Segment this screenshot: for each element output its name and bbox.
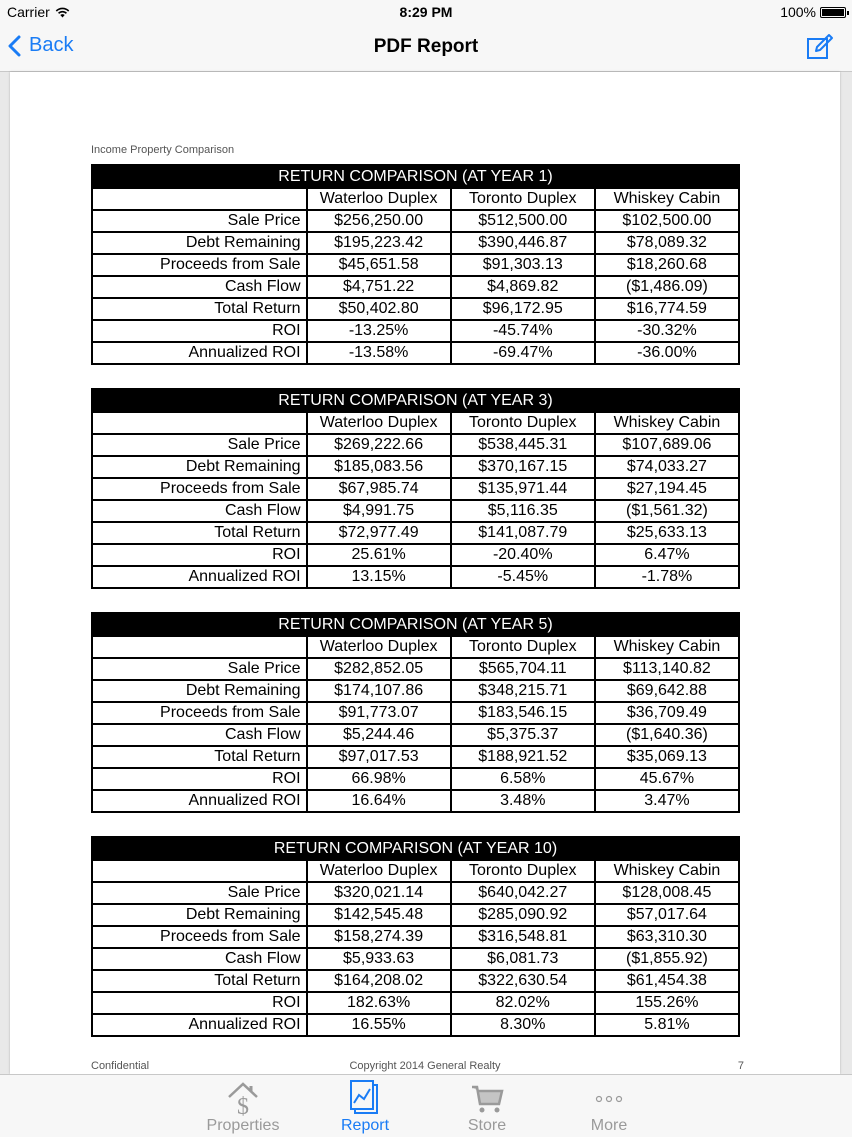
table-cell: 66.98% [307,768,451,790]
table-cell: $316,548.81 [451,926,595,948]
table-cell: $4,751.22 [307,276,451,298]
row-label: Sale Price [92,434,307,456]
row-label: Cash Flow [92,724,307,746]
tab-more[interactable] [554,1079,664,1135]
table-cell: ($1,640.36) [595,724,739,746]
table-cell: $256,250.00 [307,210,451,232]
table-title: RETURN COMPARISON (AT YEAR 1) [92,165,739,188]
table-cell: $25,633.13 [595,522,739,544]
table-cell: $35,069.13 [595,746,739,768]
table-cell: $158,274.39 [307,926,451,948]
report-chart-icon [345,1079,385,1117]
tab-properties[interactable] [188,1079,298,1135]
header-spacer [92,636,307,658]
column-header: Whiskey Cabin [595,412,739,434]
table-cell: $78,089.32 [595,232,739,254]
column-header: Whiskey Cabin [595,188,739,210]
column-header: Toronto Duplex [451,860,595,882]
table-row [92,1014,739,1036]
table-cell: $67,985.74 [307,478,451,500]
table-cell: $63,310.30 [595,926,739,948]
table-cell: 6.47% [595,544,739,566]
table-row [92,320,739,342]
table-row [92,948,739,970]
table-cell: $72,977.49 [307,522,451,544]
table-row [92,478,739,500]
column-header: Waterloo Duplex [307,188,451,210]
table-cell: $27,194.45 [595,478,739,500]
table-cell: $6,081.73 [451,948,595,970]
row-label: Debt Remaining [92,456,307,478]
table-row [92,500,739,522]
row-label: Debt Remaining [92,680,307,702]
table-cell: 82.02% [451,992,595,1014]
table-cell: $285,090.92 [451,904,595,926]
column-header: Toronto Duplex [451,636,595,658]
table-cell: $107,689.06 [595,434,739,456]
row-label: Total Return [92,522,307,544]
table-cell: $91,773.07 [307,702,451,724]
table-cell: -1.78% [595,566,739,588]
row-label: Annualized ROI [92,1014,307,1036]
comparison-table [91,164,740,365]
table-title: RETURN COMPARISON (AT YEAR 10) [92,837,739,860]
table-cell: -30.32% [595,320,739,342]
table-cell: -45.74% [451,320,595,342]
table-cell: $370,167.15 [451,456,595,478]
pdf-viewer[interactable] [0,72,852,1074]
table-cell: 16.55% [307,1014,451,1036]
row-label: Sale Price [92,658,307,680]
navigation-bar [0,24,852,72]
table-cell: $174,107.86 [307,680,451,702]
table-cell: -69.47% [451,342,595,364]
row-label: Annualized ROI [92,342,307,364]
table-cell: $141,087.79 [451,522,595,544]
table-cell: $565,704.11 [451,658,595,680]
row-label: Proceeds from Sale [92,702,307,724]
table-row [92,904,739,926]
table-cell: $36,709.49 [595,702,739,724]
table-cell: $128,008.45 [595,882,739,904]
column-header: Toronto Duplex [451,188,595,210]
comparison-table [91,388,740,589]
pdf-page [10,72,840,1074]
table-row [92,254,739,276]
table-cell: $164,208.02 [307,970,451,992]
table-cell: $57,017.64 [595,904,739,926]
table-cell: 6.58% [451,768,595,790]
column-header: Whiskey Cabin [595,860,739,882]
table-row [92,276,739,298]
table-cell: 155.26% [595,992,739,1014]
table-row [92,210,739,232]
table-row [92,768,739,790]
tab-properties-label: Properties [206,1117,280,1134]
row-label: Cash Flow [92,500,307,522]
table-cell: $322,630.54 [451,970,595,992]
status-time: 8:29 PM [399,4,453,20]
header-spacer [92,860,307,882]
row-label: Cash Flow [92,948,307,970]
table-row [92,992,739,1014]
table-row [92,680,739,702]
table-row [92,456,739,478]
row-label: ROI [92,992,307,1014]
battery-icon [820,7,846,18]
tab-report[interactable] [310,1079,420,1135]
row-label: Total Return [92,298,307,320]
table-cell: -36.00% [595,342,739,364]
table-cell: -13.58% [307,342,451,364]
column-header: Whiskey Cabin [595,636,739,658]
table-cell: $320,021.14 [307,882,451,904]
table-cell: $538,445.31 [451,434,595,456]
battery-percent: 100% [780,4,816,20]
table-row [92,434,739,456]
table-row [92,658,739,680]
table-cell: $269,222.66 [307,434,451,456]
report-header: Income Property Comparison [91,144,235,156]
table-cell: $188,921.52 [451,746,595,768]
table-cell: $91,303.13 [451,254,595,276]
carrier-label: Carrier [7,4,50,20]
table-cell: 3.48% [451,790,595,812]
table-cell: $16,774.59 [595,298,739,320]
table-cell: $512,500.00 [451,210,595,232]
table-cell: $4,991.75 [307,500,451,522]
table-row [92,522,739,544]
house-dollar-icon [223,1079,263,1117]
row-label: Total Return [92,970,307,992]
table-row [92,544,739,566]
table-cell: $5,116.35 [451,500,595,522]
row-label: Debt Remaining [92,904,307,926]
row-label: Annualized ROI [92,566,307,588]
table-cell: $282,852.05 [307,658,451,680]
status-bar [0,0,852,24]
back-label: Back [29,34,74,56]
table-row [92,970,739,992]
table-cell: $61,454.38 [595,970,739,992]
column-header: Waterloo Duplex [307,412,451,434]
row-label: ROI [92,768,307,790]
table-title: RETURN COMPARISON (AT YEAR 3) [92,389,739,412]
svg-text:$: $ [237,1094,249,1117]
table-row [92,702,739,724]
table-cell: 45.67% [595,768,739,790]
row-label: Annualized ROI [92,790,307,812]
table-cell: ($1,561.32) [595,500,739,522]
tab-store[interactable] [432,1079,542,1135]
tab-store-label: Store [467,1117,507,1134]
battery-indicator [780,4,846,20]
tab-bar [0,1074,852,1137]
more-dots-icon [589,1079,629,1117]
page-number: 7 [737,1060,744,1072]
table-cell: $97,017.53 [307,746,451,768]
row-label: Debt Remaining [92,232,307,254]
table-title: RETURN COMPARISON (AT YEAR 5) [92,613,739,636]
row-label: Sale Price [92,882,307,904]
column-header: Toronto Duplex [451,412,595,434]
cart-icon [467,1079,507,1117]
table-cell: -20.40% [451,544,595,566]
table-cell: 5.81% [595,1014,739,1036]
table-cell: $45,651.58 [307,254,451,276]
table-cell: 182.63% [307,992,451,1014]
table-cell: $142,545.48 [307,904,451,926]
row-label: Sale Price [92,210,307,232]
table-row [92,790,739,812]
table-row [92,724,739,746]
table-cell: $18,260.68 [595,254,739,276]
table-cell: $50,402.80 [307,298,451,320]
row-label: Total Return [92,746,307,768]
comparison-table [91,612,740,813]
table-row [92,746,739,768]
table-cell: ($1,855.92) [595,948,739,970]
table-cell: -5.45% [451,566,595,588]
tab-more-label: More [590,1117,628,1134]
header-spacer [92,412,307,434]
table-row [92,298,739,320]
table-cell: $5,375.37 [451,724,595,746]
table-cell: $185,083.56 [307,456,451,478]
table-cell: $4,869.82 [451,276,595,298]
compose-button[interactable] [806,33,834,66]
row-label: ROI [92,544,307,566]
table-cell: $5,244.46 [307,724,451,746]
compose-icon [806,33,834,61]
table-cell: $74,033.27 [595,456,739,478]
row-label: Proceeds from Sale [92,926,307,948]
table-cell: $113,140.82 [595,658,739,680]
footer-confidential: Confidential [91,1060,150,1072]
table-cell: $183,546.15 [451,702,595,724]
row-label: Proceeds from Sale [92,254,307,276]
table-cell: 8.30% [451,1014,595,1036]
table-row [92,342,739,364]
table-cell: $390,446.87 [451,232,595,254]
page-title: PDF Report [373,36,479,57]
header-spacer [92,188,307,210]
table-cell: $348,215.71 [451,680,595,702]
table-cell: $69,642.88 [595,680,739,702]
row-label: Proceeds from Sale [92,478,307,500]
table-row [92,232,739,254]
table-cell: $102,500.00 [595,210,739,232]
table-cell: 25.61% [307,544,451,566]
table-cell: $5,933.63 [307,948,451,970]
table-cell: 3.47% [595,790,739,812]
column-header: Waterloo Duplex [307,636,451,658]
comparison-table [91,836,740,1037]
table-cell: $135,971.44 [451,478,595,500]
tab-report-label: Report [340,1117,390,1134]
table-cell: -13.25% [307,320,451,342]
footer-copyright: Copyright 2014 General Realty [349,1060,501,1072]
table-cell: ($1,486.09) [595,276,739,298]
table-cell: $195,223.42 [307,232,451,254]
table-cell: 16.64% [307,790,451,812]
row-label: ROI [92,320,307,342]
table-cell: $96,172.95 [451,298,595,320]
row-label: Cash Flow [92,276,307,298]
table-row [92,926,739,948]
table-row [92,566,739,588]
table-cell: 13.15% [307,566,451,588]
table-row [92,882,739,904]
column-header: Waterloo Duplex [307,860,451,882]
table-cell: $640,042.27 [451,882,595,904]
